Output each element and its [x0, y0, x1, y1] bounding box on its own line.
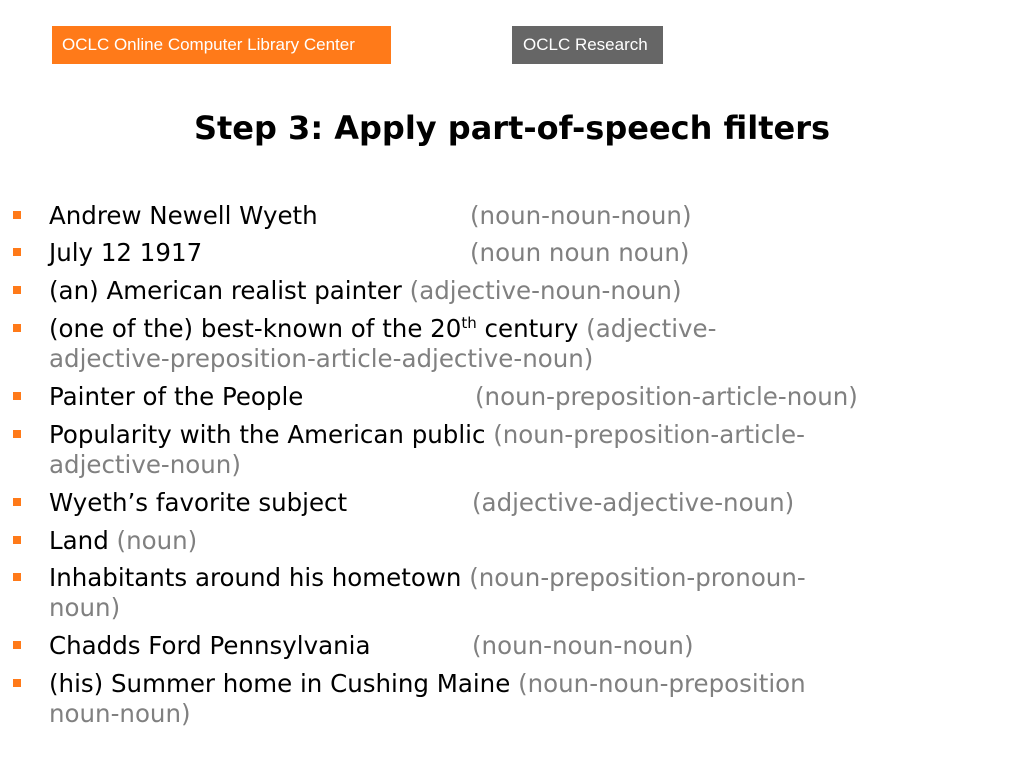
pos-tags: (noun-noun-noun): [470, 201, 692, 230]
phrase-text: Wyeth’s favorite subject: [49, 488, 348, 517]
slide-title: Step 3: Apply part-of-speech filters: [193, 109, 831, 147]
pos-tags-continued: adjective-preposition-article-adjective-noun): [49, 344, 594, 373]
pos-tags: (noun-preposition-pronoun-: [469, 563, 806, 592]
list-item: [49, 314, 979, 374]
bullet-marker: [13, 679, 21, 687]
pos-tags: (adjective-: [586, 314, 717, 343]
list-item: [49, 526, 979, 556]
pos-tags: (noun-preposition-article-noun): [475, 382, 858, 411]
phrase-text: century: [476, 314, 579, 343]
pos-tags: (noun-noun-noun): [472, 631, 694, 660]
bullet-marker: [13, 248, 21, 256]
list-item: [49, 276, 979, 306]
bullet-marker: [13, 392, 21, 400]
phrase-text: Land: [49, 526, 109, 555]
list-item: [49, 420, 979, 480]
list-item: [49, 563, 979, 623]
list-item: [49, 382, 979, 412]
bullet-marker: [13, 430, 21, 438]
bullet-marker: [13, 211, 21, 219]
phrase-text: Popularity with the American public: [49, 420, 486, 449]
list-item: [49, 631, 979, 661]
pos-tags-continued: noun-noun): [49, 699, 191, 728]
phrase-text: Chadds Ford Pennsylvania: [49, 631, 371, 660]
bullet-marker: [13, 536, 21, 544]
pos-tags: (noun): [116, 526, 198, 555]
pos-tags-continued: adjective-noun): [49, 450, 241, 479]
bullet-marker: [13, 641, 21, 649]
pos-tags-continued: noun): [49, 593, 121, 622]
ordinal-superscript: th: [461, 313, 477, 332]
pos-tags: (adjective-adjective-noun): [472, 488, 795, 517]
oclc-research-logo: OCLC Research: [512, 26, 663, 64]
bullet-marker: [13, 324, 21, 332]
pos-tags: (noun-noun-preposition: [518, 669, 806, 698]
phrase-text: Inhabitants around his hometown: [49, 563, 462, 592]
oclc-logo: OCLC Online Computer Library Center: [52, 26, 391, 64]
phrase-text: Painter of the People: [49, 382, 304, 411]
phrase-text: July 12 1917: [49, 238, 203, 267]
list-item: [49, 488, 979, 518]
bullet-marker: [13, 573, 21, 581]
list-item: [49, 201, 979, 231]
list-item: [49, 238, 979, 268]
phrase-text: (one of the) best-known of the 20: [49, 314, 462, 343]
list-item: [49, 669, 979, 729]
phrase-text: (his) Summer home in Cushing Maine: [49, 669, 511, 698]
pos-tags: (noun-preposition-article-: [493, 420, 805, 449]
pos-tags: (adjective-noun-noun): [409, 276, 682, 305]
phrase-text: (an) American realist painter: [49, 276, 402, 305]
pos-tags: (noun noun noun): [470, 238, 690, 267]
phrase-text: Andrew Newell Wyeth: [49, 201, 318, 230]
bullet-marker: [13, 498, 21, 506]
bullet-marker: [13, 286, 21, 294]
